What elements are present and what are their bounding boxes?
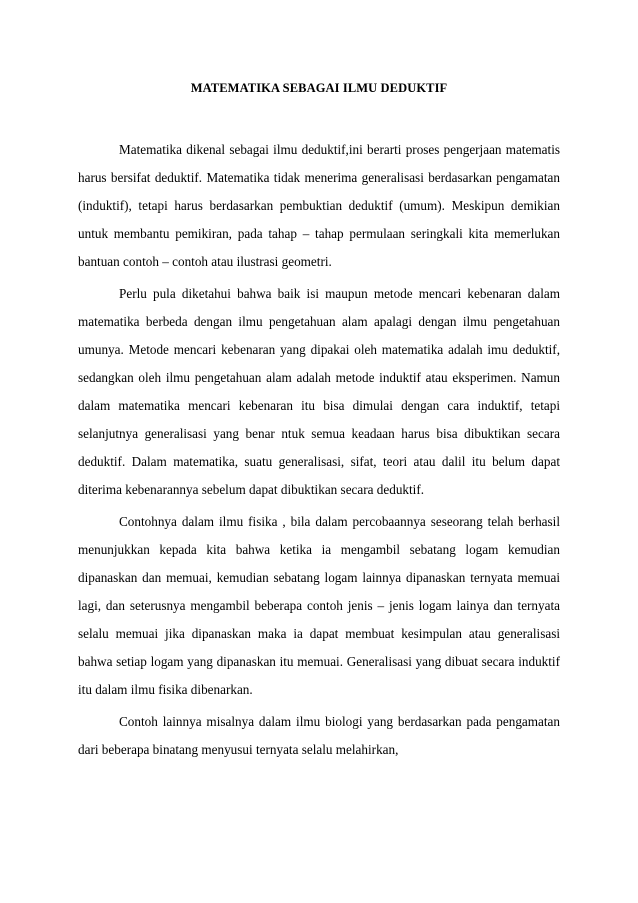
paragraph-4: Contoh lainnya misalnya dalam ilmu biologi yang berdasarkan pada pengamatan dari beberapa binatang menyusui ternyata selalu melahirkan, [78, 714, 560, 757]
document-title: MATEMATIKA SEBAGAI ILMU DEDUKTIF [190, 81, 448, 95]
paragraph-1: Matematika dikenal sebagai ilmu deduktif,ini berarti proses pengerjaan matematis harus bersifat deduktif. Matematika tidak menerima generalisasi berdasarkan pengamatan (induktif), tetapi harus berdasarkan pembuktian deduktif (umum). Meskipun demikian untuk membantu pemikiran, pada tahap – tahap permulaan seringkali kita memerlukan bantuan contoh – contoh atau ilustrasi geometri. [78, 142, 560, 269]
paragraph-3: Contohnya dalam ilmu fisika , bila dalam percobaannya seseorang telah berhasil menunjukkan kepada kita bahwa ketika ia mengambil sebatang logam kemudian dipanaskan dan memuai, kemudian sebatang logam lainnya dipanaskan ternyata memuai lagi, dan seterusnya mengambil beberapa contoh jenis – jenis logam lainya dan ternyata selalu memuai jika dipanaskan maka ia dapat membuat kesimpulan atau generalisasi bahwa setiap logam yang dipanaskan itu memuai. Generalisasi yang dibuat secara induktif itu dalam ilmu fisika dibenarkan. [78, 514, 560, 697]
document-body [78, 136, 560, 768]
paragraph-2: Perlu pula diketahui bahwa baik isi maupun metode mencari kebenaran dalam matematika berbeda dengan ilmu pengetahuan alam apalagi dengan ilmu pengetahuan umunya. Metode mencari kebenaran yang dipakai oleh matematika adalah imu deduktif, sedangkan oleh ilmu pengetahuan alam adalah metode induktif atau eksperimen. Namun dalam matematika mencari kebenaran itu bisa dimulai dengan cara induktif, tetapi selanjutnya generalisasi yang benar ntuk semua keadaan harus bisa dibuktikan secara deduktif. Dalam matematika, suatu generalisasi, sifat, teori atau dalil itu belum dapat diterima kebenarannya sebelum dapat dibuktikan secara deduktif. [78, 286, 560, 497]
